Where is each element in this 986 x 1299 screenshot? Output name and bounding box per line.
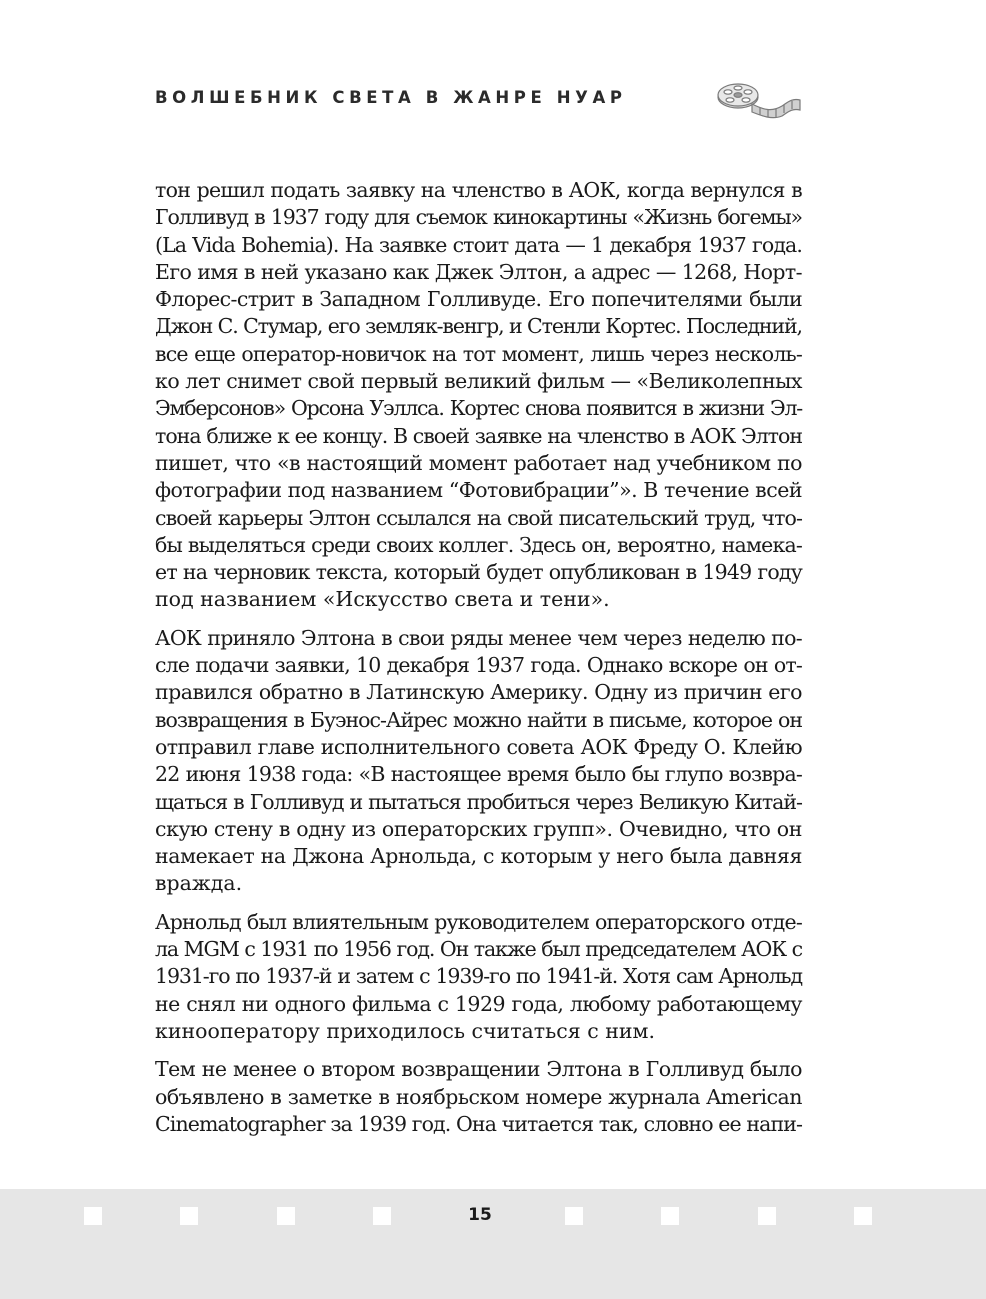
text-line: сле подачи заявки, 10 декабря 1937 года. Однако вскоре он от- [155,653,803,678]
text-line: скую стену в одну из операторских групп». Очевидно, что он [155,816,802,841]
text-line: кинооператору приходилось считаться с ним. [155,1018,655,1043]
film-perforation [565,1207,583,1225]
film-perforation [373,1207,391,1225]
text-line: ет на черновик текста, который будет опубликован в 1949 году [155,560,802,585]
text-line: не снял ни одного фильма с 1929 года, любому работающему [155,991,802,1016]
text-line: тона ближе к ее концу. В своей заявке на членство в АОК Элтон [155,423,802,448]
text-line: Тем не менее о втором возвращении Элтона в Голливуд было [155,1057,802,1082]
text-line: 22 июня 1938 года: «В настоящее время было бы глупо возвра- [155,762,803,787]
text-line: бы выделяться среди своих коллег. Здесь он, вероятно, намека- [155,532,803,557]
film-perforation [661,1207,679,1225]
text-line: АОК приняло Элтона в свои ряды менее чем через неделю по- [155,625,803,650]
film-reel-icon [716,80,802,120]
film-perforation [84,1207,102,1225]
film-perforation [277,1207,295,1225]
text-line: отправил главе исполнительного совета АОК Фреду О. Клейю [155,734,802,759]
text-line: под названием «Искусство света и тени». [155,587,610,612]
page-number: 15 [468,1205,492,1225]
text-line: 1931-го по 1937-й и затем с 1939-го по 1941-й. Хотя сам Арнольд [155,964,803,989]
text-line: Cinematographer за 1939 год. Она читается так, словно ее напи- [155,1111,802,1136]
text-line: все еще оператор-новичок на тот момент, лишь через несколь- [155,341,803,366]
text-line: правился обратно в Латинскую Америку. Одну из причин его [155,680,802,705]
paragraph-1 [155,177,802,614]
text-line: своей карьеры Элтон ссылался на свой писательский труд, что- [155,505,803,530]
text-line: вражда. [155,871,243,896]
text-line: Его имя в ней указано как Джек Элтон, а адрес — 1268, Норт- [155,259,802,284]
text-line: (La Vida Bohemia). На заявке стоит дата — 1 декабря 1937 года. [155,232,802,257]
text-line: тон решил подать заявку на членство в АОК, когда вернулся в [155,178,802,202]
text-line: объявлено в заметке в ноябрьском номере журнала American [155,1084,802,1109]
running-title: ВОЛШЕБНИК СВЕТА В ЖАНРЕ НУАР [155,88,627,107]
film-perforation [180,1207,198,1225]
paragraph-3 [155,909,802,1045]
body-text [155,177,802,1149]
text-line: Арнольд был влиятельным руководителем операторского отде- [155,909,802,934]
text-line: ко лет снимет свой первый великий фильм — «Великолепных [155,369,802,394]
text-line: намекает на Джона Арнольда, с которым у него была давняя [155,844,802,869]
paragraph-2 [155,625,802,898]
text-line: ла MGM с 1931 по 1956 год. Он также был председателем АОК с [155,937,802,962]
text-line: возвращения в Буэнос-Айрес можно найти в письме, которое он [155,707,803,732]
text-line: щаться в Голливуд и пытаться пробиться через Великую Китай- [155,789,802,814]
text-line: пишет, что «в настоящий момент работает над учебником по [155,450,803,475]
text-line: Флорес-стрит в Западном Голливуде. Его попечителями были [155,287,803,312]
film-perforation [758,1207,776,1225]
paragraph-4 [155,1056,802,1138]
text-line: фотографии под названием “Фотовибрации”». В течение всей [155,478,802,503]
text-line: Голливуд в 1937 году для съемок кинокартины «Жизнь богемы» [155,205,802,230]
film-perforation [854,1207,872,1225]
text-line: Эмберсонов» Орсона Уэллса. Кортес снова появится в жизни Эл- [155,396,803,421]
text-line: Джон С. Стумар, его земляк-венгр, и Стенли Кортес. Последний, [155,314,802,339]
